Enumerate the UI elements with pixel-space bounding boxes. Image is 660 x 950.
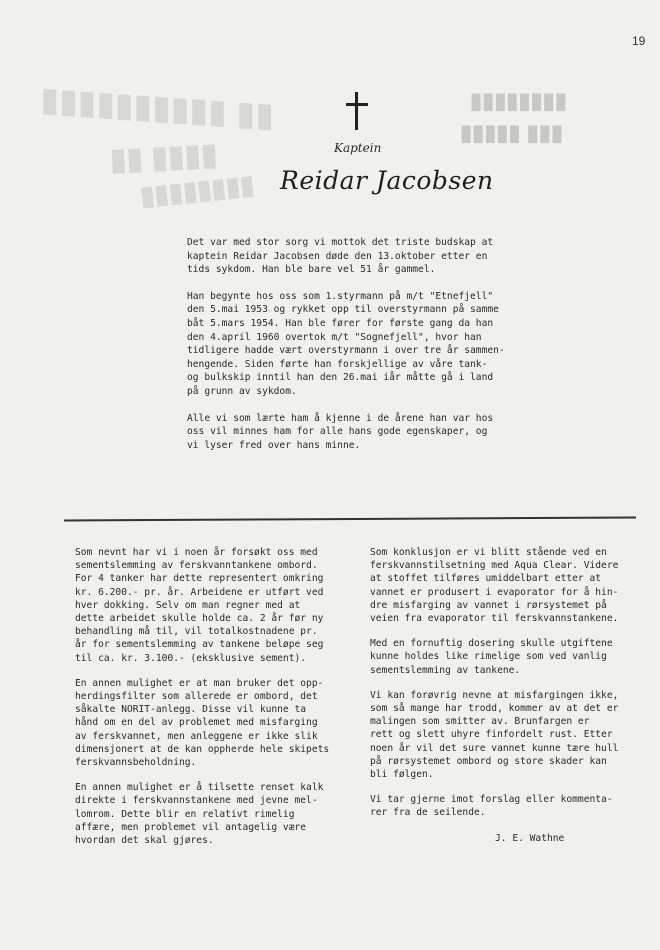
article-paragraph: Vi tar gjerne imot forslag eller kommenta- rer fra de seilende. <box>370 794 613 819</box>
article-paragraph: En annen mulighet er at man bruker det opp- herdingsfilter som allerede er ombord, det såkalte NORIT-anlegg. Disse vil kunne ta hånd om en del av problemet med misfarging av ferskvannet, men anleggene er ikke slik dimensjonert at de kan oppherde hele skipets ferskvannsbeholdning. <box>75 677 330 769</box>
bleed-through-text: ▮▮ ▮▮▮▮▮▮▮▮▮▮ <box>40 80 274 134</box>
author-signature: J. E. Wathne <box>495 832 565 844</box>
article-left-column <box>75 546 370 859</box>
article-right-column <box>370 546 655 857</box>
bleed-through-text: ▮▮▮▮▮▮▮▮ <box>138 169 256 211</box>
article-paragraph: Med en fornuftig dosering skulle utgiftene kunne holdes like rimelige som ved vanlig sementslemming av tankene. <box>370 638 613 676</box>
bleed-through-text: ▮▮▮ ▮▮▮▮▮ <box>460 120 563 145</box>
obituary-paragraph: Han begynte hos oss som 1.styrmann på m/t "Etnefjell" den 5.mai 1953 og rykket opp til overstyrmann på samme båt 5.mars 1954. Han ble fører for første gang da han den 4.april 1960 overtok m/t "Sognefjell", hvor han tidligere hadde vært overstyrmann i over tre år sammen- hengende. Siden førte han forskjellige av våre tank- og bulkskip inntil han den 26.mai iår måtte gå i land på grunn av sykdom. <box>187 290 505 397</box>
obituary-rank: Kaptein <box>334 141 382 155</box>
obituary-paragraph: Det var med stor sorg vi mottok det triste budskap at kaptein Reidar Jacobsen døde den 13.oktober etter en tids sykdom. Han ble bare vel 51 år gammel. <box>187 237 494 276</box>
section-divider <box>64 517 636 521</box>
cross-icon <box>346 92 368 130</box>
obituary-paragraph: Alle vi som lærte ham å kjenne i de årene han var hos oss vil minnes ham for alle hans gode egenskaper, og vi lyser fred over hans minne. <box>187 412 494 451</box>
article-paragraph: Som konklusjon er vi blitt stående ved en ferskvannstilsetning med Aqua Clear. Videre at stoffet tilføres umiddelbart etter at vannet er produsert i evaporator for å hin- dre misfarging av vannet i rørsystemet på veien fra evaporator til ferskvannstankene. <box>370 547 619 625</box>
obituary-name: Reidar Jacobsen <box>280 166 494 195</box>
bleed-through-text: ▮▮▮▮ ▮▮ <box>109 138 219 177</box>
obituary-text <box>187 236 532 465</box>
article-paragraph: Som nevnt har vi i noen år forsøkt oss med sementslemming av ferskvanntankene ombord. For 4 tanker har dette representert omkring kr. 6.200.- pr. år. Arbeidene er utført ved hver dokking. Selv om man regner med at dette arbeidet skulle holde ca. 2 år før ny behandling må til, vil totalkostnadene pr. år for sementslemming av tankene beløpe seg til ca. kr. 3.100.- (eksklusive sement). <box>75 547 324 664</box>
bleed-through-text: ▮▮▮▮▮▮▮▮ <box>470 88 567 113</box>
article-paragraph: En annen mulighet er å tilsette renset kalk direkte i ferskvannstankene med jevne mel- lomrom. Dette blir en relativt rimelig affære, men problemet vil antagelig være hvordan det skal gjøres. <box>75 782 324 847</box>
article-paragraph: Vi kan forøvrig nevne at misfargingen ikke, som så mange har trodd, kommer av at det er malingen som smitter av. Brunfargen er rett og slett uhyre finfordelt rust. Etter noen år vil det sure vannet kunne tære hull på rørsystemet ombord og store skader kan bli følgen. <box>370 689 619 781</box>
page-number: 19 <box>632 34 646 48</box>
